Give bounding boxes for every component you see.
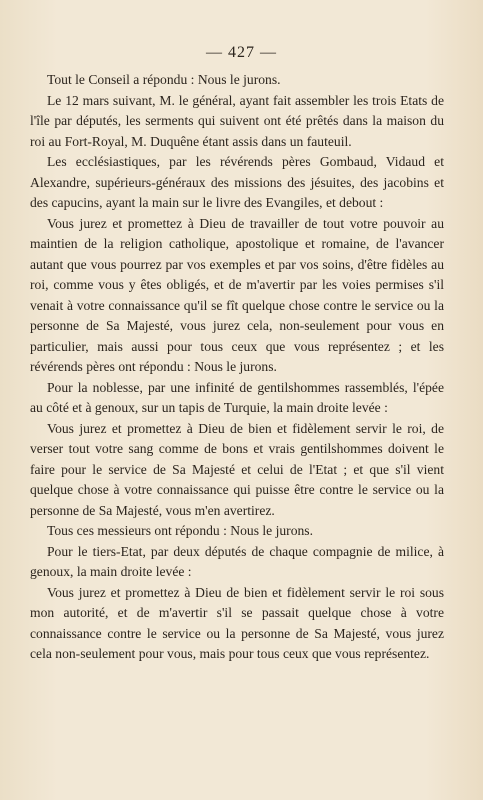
paragraph: Tout le Conseil a répondu : Nous le jurons. [47,72,281,87]
paragraph: Vous jurez et promettez à Dieu de bien et fidèlement servir le roi sous mon autorité, et de m'avertir s'il se passait quelque chose à votre connaissance contre le service ou la personne de Sa Majesté, vous jurez cela non-seulement pour vous, mais pour tous ceux que vous représentez. [30,584,444,661]
paragraph: Les ecclésiastiques, par les révérends pères Gombaud, Vidaud et Alexandre, supérieurs-généraux des missions des jésuites, des jacobins et des capucins, ayant la main sur le livre des Evangiles, et debout : [30,154,444,210]
paragraph: Tous ces messieurs ont répondu : Nous le jurons. [47,523,313,538]
paragraph: Pour le tiers-Etat, par deux députés de chaque compagnie de milice, à genoux, la main droite levée : [30,543,444,579]
paragraph: Vous jurez et promettez à Dieu de bien et fidèlement servir le roi, de verser tout votre sang comme de bons et vrais gentilshommes doivent le faire pour le service de Sa Majesté et celui de l'Etat ; et que s'il vient quelque chose à votre connaissance qui puisse être contre le service ou la personne de Sa Majesté, vous m'en avertirez. [30,420,444,518]
body-text [30,70,444,665]
paragraph: Vous jurez et promettez à Dieu de travailler de tout votre pouvoir au maintien de la religion catholique, apostolique et romaine, de l'avancer autant que vous pourrez par vos exemples et par vos soins, d'être fidèles au roi, comme vous y êtes obligés, et de m'avertir par les voies permises s'il venait à votre connaissance qu'il se fît quelque chose contre le service ou la personne de Sa Majesté, vous jurez cela, non-seulement pour vous en particulier, mais aussi pour tous ceux que vous représentez ; et les révérends pères ont répondu : Nous le jurons. [30,215,444,374]
paragraph: Pour la noblesse, par une infinité de gentilshommes rassemblés, l'épée au côté et à genoux, sur un tapis de Turquie, la main droite levée : [30,379,444,415]
paragraph: Le 12 mars suivant, M. le général, ayant fait assembler les trois Etats de l'île par députés, les serments qui suivent ont été prêtés dans la maison du roi au Fort-Royal, M. Duquêne étant assis dans un fauteuil. [30,92,444,149]
page-number: — 427 — [206,44,277,61]
